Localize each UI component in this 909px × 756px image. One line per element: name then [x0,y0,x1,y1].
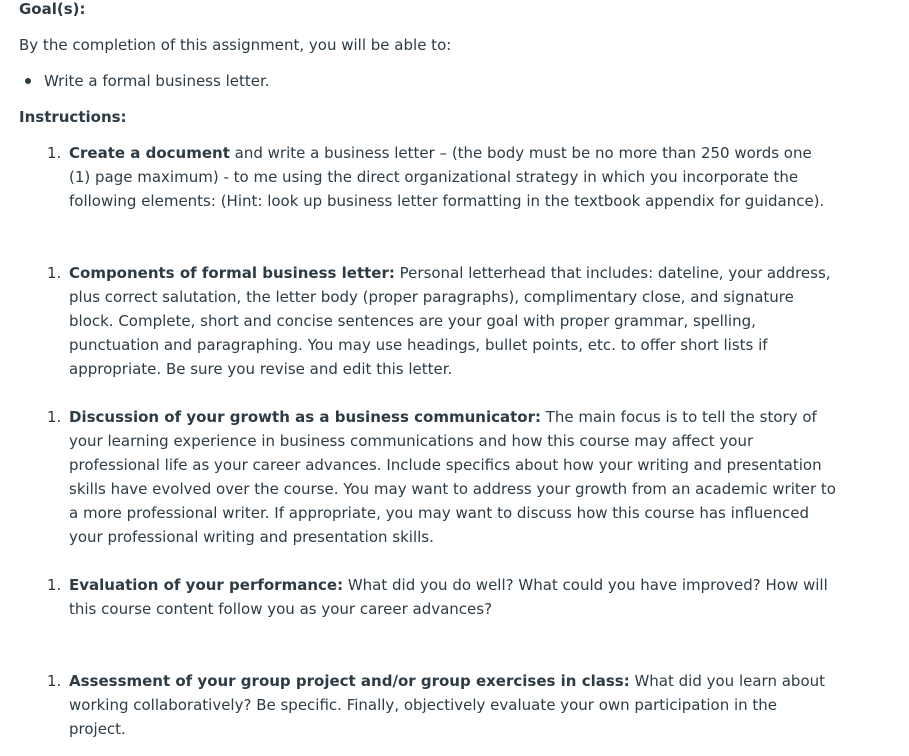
instruction-item [47,141,837,213]
item-body: and write a business letter – (the body must be no more than 250 words one (1) page maximum) - to me using the direct organizational strategy in which you incorporate the following elements: (Hint: look up business letter formatting in the textbook appendix for guidance). [69,144,825,210]
item-number: 1. [47,672,62,690]
item-body: The main focus is to tell the story of your learning experience in business communications and how this course may affect your professional life as your career advances. Include specifics about how your writing and presentation skills have evolved over the course. You may want to address your growth from an academic writer to a more professional writer. If appropriate, you may want to discuss how this course has influenced your professional writing and presentation skills. [69,408,836,546]
goal-item-text: Write a formal business letter. [44,72,270,90]
item-number: 1. [47,144,62,162]
item-body: What did you do well? What could you have improved? How will this course content follow you as your career advances? [69,576,828,618]
item-body: Personal letterhead that includes: dateline, your address, plus correct salutation, the letter body (proper paragraphs), complimentary close, and signature block. Complete, short and concise sentences are your goal with proper grammar, spelling, punctuation and paragraphing. You may use headings, bullet points, etc. to offer short lists if appropriate. Be sure you revise and edit this letter. [69,264,831,378]
item-number: 1. [47,576,62,594]
item-title: Assessment of your group project and/or group exercises in class: [69,672,630,690]
goal-list-item [25,69,270,93]
item-title: Create a document [69,144,230,162]
item-number: 1. [47,264,62,282]
intro-text: By the completion of this assignment, you will be able to: [19,36,452,54]
instruction-item [47,669,837,741]
goals-heading: Goal(s): [19,0,86,18]
item-body: What did you learn about working collaboratively? Be specific. Finally, objectively evaluate your own participation in the project. [69,672,826,738]
instructions-heading: Instructions: [19,108,127,126]
item-number: 1. [47,408,62,426]
bullet-icon [25,78,31,84]
item-title: Discussion of your growth as a business communicator: [69,408,541,426]
item-title: Evaluation of your performance: [69,576,344,594]
instruction-item [47,573,837,621]
item-title: Components of formal business letter: [69,264,395,282]
instruction-item [47,405,837,549]
instruction-item [47,261,837,381]
